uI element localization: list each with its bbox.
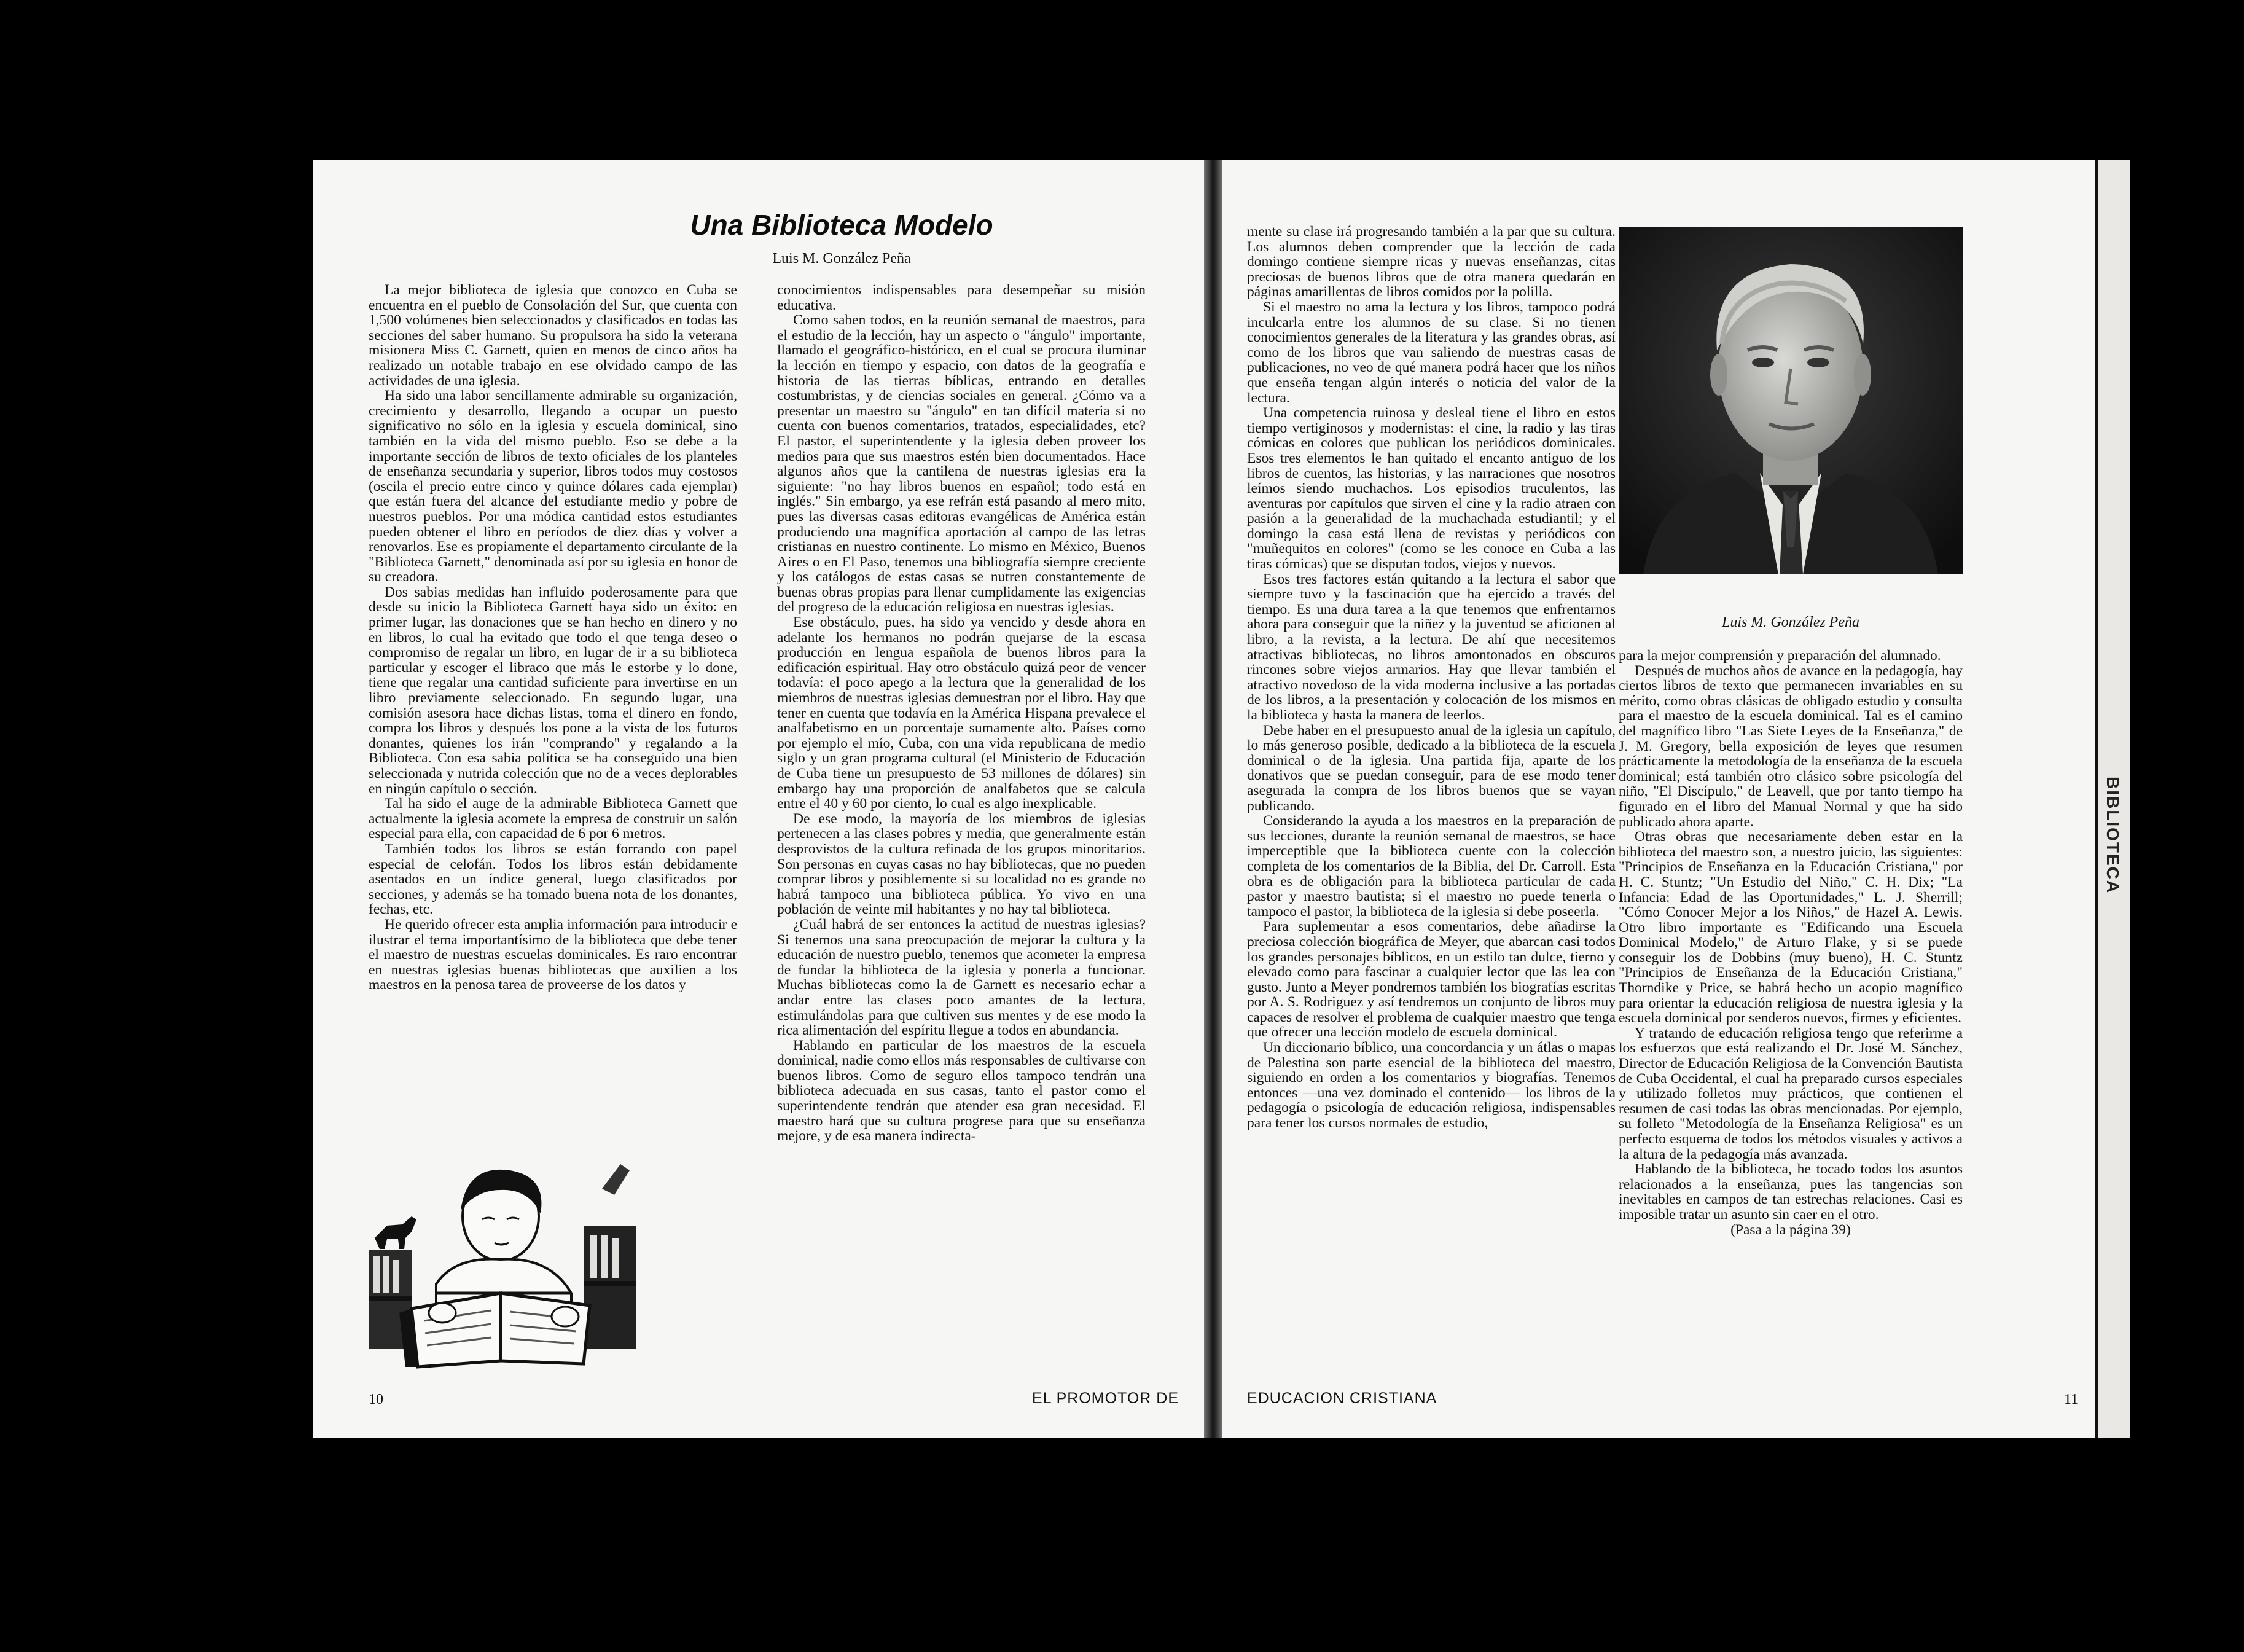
paragraph: También todos los libros se están forrando con papel especial de celofán. Todos los libros están debidamente asentados en un índice general, luego clasificados por secciones, y además se ha tomado buena nota de los donantes, fechas, etc.	[369, 840, 737, 918]
author-portrait	[1619, 227, 1963, 574]
paragraph: Y tratando de educación religiosa tengo que referirme a los esfuerzos que está realizando el Dr. José M. Sánchez, Director de Educación Religiosa de la Convención Bautista de Cuba Occidental, el cual ha preparado cursos especiales y utilizado folletos muy prácticos, que contienen el resumen de casi todas las obras mencionadas. Por ejemplo, su folleto "Metodología de la Enseñanza Religiosa" es un perfecto esquema de todos los métodos visuales y activos a la altura de la pedagogía más avanzada.	[1619, 1025, 1963, 1162]
paragraph: Una competencia ruinosa y desleal tiene el libro en estos tiempo vertiginosos y modernistas: el cine, la radio y las tiras cómicas en colores que publican los periódicos dominicales. Esos tres elementos le han quitado el encanto antiguo de los libros de cuentos, las historias, y las narraciones que nosotros leímos siendo muchachos. Los episodios truculentos, las aventuras por capítulos que sirven el cine y la radio atraen con pasión a la generalidad de la muchachada estudiantil; y el domingo la casa está llena de revistas y periódicos con "muñequitos en colores" (como se les conoce en Cuba a las tiras cómicas) que se disputan todos, viejos y nuevos.	[1247, 405, 1616, 573]
paragraph: Como saben todos, en la reunión semanal de maestros, para el estudio de la lección, hay un aspecto o "ángulo" importante, llamado el geográfico-histórico, en el cual se procura iluminar la lección en tiempo y espacio, con datos de la geografía e historia de las tierras bíblicas, entrando en detalles costumbristas, y de ciencias sociales en general. ¿Cómo va a presentar un maestro su "ángulo" en tan difícil materia si no cuenta con buenos comentarios, tratados, especialidades, etc? El pastor, el superintendente y la iglesia deben proveer los medios para que sus maestros estén bien documentados. Hace algunos años que la cantilena de nuestras iglesias era la siguiente: "no hay libros buenos en español; todo está en inglés." Sin embargo, ya ese refrán está pasando al mero mito, pues las diversas casas editoras evangélicas de América están produciendo una magnífica aportación al campo de las letras cristianas en nuestro continente. Lo mismo en México, Buenos Aires o en El Paso, tenemos una bibliografía siempre creciente y los catálogos de estas casas se nutren constantemente de buenas obras propias para llenar cumplidamente las exigencias del progreso de la educación religiosa en nuestras iglesias.	[777, 312, 1146, 616]
page-number-left: 10	[369, 1392, 383, 1407]
spine-label: BIBLIOTECA	[2103, 777, 2122, 895]
left-page	[313, 160, 1204, 1438]
article-title: Una Biblioteca Modelo	[690, 209, 993, 241]
paragraph: mente su clase irá progresando también a la par que su cultura. Los alumnos deben comprender que la lección de cada domingo contiene siempre ricas y nuevas enseñanzas, citas preciosas de buenos libros que de otra manera quedarán en páginas amarillentas de libros comidos por la polilla.	[1247, 224, 1616, 300]
paragraph: La mejor biblioteca de iglesia que conozco en Cuba se encuentra en el pueblo de Consolación del Sur, que cuenta con 1,500 volúmenes bien seleccionados y clasificados en todas las secciones del saber humano. Su propulsora ha sido la veterana misionera Miss C. Garnett, quien en menos de cinco años ha realizado un notable trabajo en ese olvidado campo de las actividades de una iglesia.	[369, 282, 737, 389]
right-page	[1222, 160, 2095, 1438]
paragraph: conocimientos indispensables para desempeñar su misión educativa.	[777, 282, 1146, 313]
paragraph: De ese modo, la mayoría de los miembros de iglesias pertenecen a las clases pobres y media, que generalmente están desprovistos de la cultura refinada de los grupos minoritarios. Son personas en cuyas casas no hay bibliotecas, que no pueden comprar libros y posiblemente si su localidad no es grande no habrá tampoco una biblioteca pública. Yo vivo en una población de veinte mil habitantes y no hay tal biblioteca.	[777, 810, 1146, 918]
paragraph: Debe haber en el presupuesto anual de la iglesia un capítulo, lo más generoso posible, dedicado a la biblioteca de la escuela dominical o de la iglesia. Una partida fija, aparte de los donativos que se puedan conseguir, para de ese modo tener asegurada la compra de los libros buenos que se vayan publicando.	[1247, 722, 1616, 814]
paragraph: Hablando en particular de los maestros de la escuela dominical, nadie como ellos más responsables de cultivarse con buenos libros. Como de seguro ellos tampoco tendrán una biblioteca adecuada en sus casas, tanto el pastor como el superintendente tendrán que atender esa gran necesidad. El maestro hará que su cultura progrese para que su enseñanza mejore, y de esa manera indirecta-	[777, 1037, 1146, 1145]
paragraph: Considerando la ayuda a los maestros en la preparación de sus lecciones, durante la reunión semanal de maestros, se hace imperceptible que la biblioteca cuente con la colección completa de los comentarios de la Biblia, del Dr. Carroll. Esta obra es de obligación para la biblioteca particular de cada pastor y maestro bautista; si el maestro no puede tenerla o tampoco el pastor, la biblioteca de la iglesia si debe poseerla.	[1247, 813, 1616, 920]
paragraph: Tal ha sido el auge de la admirable Biblioteca Garnett que actualmente la iglesia acomete la empresa de construir un salón especial para ella, con capacidad de 6 por 6 metros.	[369, 796, 737, 842]
paragraph: ¿Cuál habrá de ser entonces la actitud de nuestras iglesias? Si tenemos una sana preocupación de mejorar la cultura y la educación de nuestro pueblo, tenemos que acometer la empresa de fundar la biblioteca de la iglesia y ponerla a funcionar. Muchas bibliotecas como la de Garnett es necesario echar a andar entre las clases poco amantes de la lectura, estimulándolas para que cultiven sus mentes y de ese modo la rica alimentación del espíritu llegue a todos en abundancia.	[777, 916, 1146, 1039]
left-column-2	[777, 283, 1146, 1144]
paragraph: Después de muchos años de avance en la pedagogía, hay ciertos libros de texto que permanecen invariables en su mérito, como obras clásicas de obligado estudio y consulta para el maestro de la escuela dominical. Tal es el camino del magnífico libro "Las Siete Leyes de la Enseñanza," de J. M. Gregory, bella exposición de leyes que resumen prácticamente la metodología de la enseñanza de la escuela dominical; está también otro clásico sobre psicología del niño, "El Discípulo," de Leavell, que por tanto tiempo ha figurado en el libro del Manual Normal y que ha sido publicado ahora aparte.	[1619, 662, 1963, 830]
right-column-1	[1247, 224, 1616, 1131]
paragraph: Si el maestro no ama la lectura y los libros, tampoco podrá inculcarla entre los alumnos de su clase. Si no tienen conocimientos generales de la literatura y las grandes obras, así como de los libros que van saliendo de nuestras casas de publicaciones, no veo de qué manera podrá hacer que los niños que enseña tengan algún interés o noticia del valor de la lectura.	[1247, 299, 1616, 406]
paragraph: Otras obras que necesariamente deben estar en la biblioteca del maestro son, a nuestro juicio, las siguientes: "Principios de Enseñanza en la Educación Cristiana," por H. C. Stuntz; "Un Estudio del Niño," C. H. Dix; "La Infancia: Edad de las Oportunidades," L. J. Sherrill; "Cómo Conocer Mejor a los Niños," de Hazel A. Lewis. Otro libro importante es "Edificando una Escuela Dominical Modelo," de Arturo Flake, y si se puede conseguir los de Dobbins (muy bueno), H. C. Stuntz "Principios de Enseñanza de la Educación Cristiana," Thorndike y Price, se habrá hecho un acopio magnífico para orientar la educación religiosa de nuestra iglesia y la escuela dominical por senderos nuevos, firmes y eficientes.	[1619, 829, 1963, 1027]
page-number-right: 11	[2064, 1392, 2079, 1407]
paragraph: Para suplementar a esos comentarios, debe añadirse la preciosa colección biográfica de Meyer, que abarcan casi todos los grandes personajes bíblicos, en un estilo tan dulce, tierno y elevado como para fascinar a cualquier lector que las lea con gusto. Junto a Meyer pondremos también los biografías escritas por A. S. Rodriguez y así tendremos un conjunto de libros muy capaces de resolver el problema de cualquier maestro que tenga que ofrecer una lección modelo de escuela dominical.	[1247, 918, 1616, 1041]
magazine-spread	[313, 160, 2122, 1438]
paragraph: Hablando de la biblioteca, he tocado todos los asuntos relacionados a la enseñanza, pues las tangencias son inevitables en campos de tan estrechas relaciones. Casi es imposible tratar un asunto sin caer en el otro.	[1619, 1161, 1963, 1223]
article-byline: Luis M. González Peña	[772, 251, 911, 267]
running-head-right: EDUCACION CRISTIANA	[1247, 1390, 1437, 1407]
boy-reading-illustration	[369, 1152, 636, 1370]
right-column-2	[1619, 648, 1963, 1237]
paragraph: Ese obstáculo, pues, ha sido ya vencido y desde ahora en adelante los hermanos no podrán quejarse de la escasa producción en lengua española de buenos libros para la edificación espiritual. Hay otro obstáculo quizá peor de vencer todavía: el poco apego a la lectura que la generalidad de los miembros de nuestras iglesias demuestran por el libro. Hay que tener en cuenta que todavía en la América Hispana prevalece el analfabetismo en un porcentaje sumamente alto. Países como por ejemplo el mío, Cuba, con una vida republicana de medio siglo y un gran programa cultural (el Ministerio de Educación de Cuba tiene un presupuesto de 53 millones de dólares) sin embargo hay una proporción de analfabetos que se calcula entre el 40 y 60 por ciento, lo cual es algo inexplicable.	[777, 614, 1146, 812]
paragraph: para la mejor comprensión y preparación del alumnado.	[1619, 648, 1941, 664]
left-column-1	[369, 283, 737, 993]
paragraph: He querido ofrecer esta amplia información para introducir e ilustrar el tema importantísimo de la biblioteca que debe tener el maestro de nuestras escuelas dominicales. Es raro encontrar en nuestras iglesias buenas bibliotecas que auxilien a los maestros en la penosa tarea de proveerse de los datos y	[369, 916, 737, 993]
running-head-left: EL PROMOTOR DE	[1032, 1390, 1179, 1407]
portrait-caption: Luis M. González Peña	[1722, 614, 1859, 630]
paragraph: Un diccionario bíblico, una concordancia y un átlas o mapas de Palestina son parte esencial de la biblioteca del maestro, siguiendo en orden a los comentarios y biografías. Tenemos entonces —una vez dominado el contenido— los libros de la pedagogía o psicología de educación religiosa, indispensables para tener los cursos normales de estudio,	[1247, 1039, 1616, 1132]
book-gutter	[1204, 160, 1222, 1438]
paragraph: Esos tres factores están quitando a la lectura el sabor que siempre tuvo y la fascinación que ha ejercido a través del tiempo. Es una dura tarea a la que tenemos que enfrentarnos ahora para conseguir que la niñez y la juventud se aficionen al libro, a la revista, a la lectura. De ahí que necesitemos atractivas bibliotecas, no libros amontonados en obscuros rincones sobre viejos armarios. Hay que llevar también el atractivo novedoso de la vida moderna inclusive a las portadas de los libros, a la presentación y colocación de los mismos en la biblioteca y hasta la manera de leerlos.	[1247, 571, 1616, 723]
paragraph: Ha sido una labor sencillamente admirable su organización, crecimiento y desarrollo, llegando a ocupar un puesto significativo no sólo en la iglesia y escuela dominical, sino también en la vida del mismo pueblo. Eso se debe a la importante sección de libros de texto oficiales de los planteles de enseñanza secundaria y superior, libros todos muy costosos (oscila el precio entre cinco y quince dólares cada ejemplar) que están fuera del alcance del estudiante medio y pobre de nuestros pueblos. Por una módica cantidad estos estudiantes pueden obtener el libro en períodos de diez días y volver a renovarlos. Ese es propiamente el departamento circulante de la "Biblioteca Garnett," denominada así por su iglesia en honor de su creadora.	[369, 388, 737, 585]
paragraph: Dos sabias medidas han influido poderosamente para que desde su inicio la Biblioteca Garnett haya sido un éxito: en primer lugar, las donaciones que se han hecho en dinero y no en libros, lo cual ha evitado que todo el que tenga deseo o compromiso de regalar un libro, en lugar de ir a su biblioteca particular y escoger el libraco que más le estorbe y lo done, tiene que regalar una cantidad suficiente para invertirse en un libro previamente seleccionado. En segundo lugar, una comisión asesora hace dichas listas, toma el dinero en fondo, compra los libros y después los pone a la vista de los futuros donantes, quienes los irán "comprando" y regalando a la Biblioteca. Con esa sabia política se ha conseguido una bien seleccionada y nutrida colección que no de a veces deplorables en ningún capítulo o sección.	[369, 584, 737, 797]
continued-line: (Pasa a la página 39)	[1730, 1221, 1851, 1238]
